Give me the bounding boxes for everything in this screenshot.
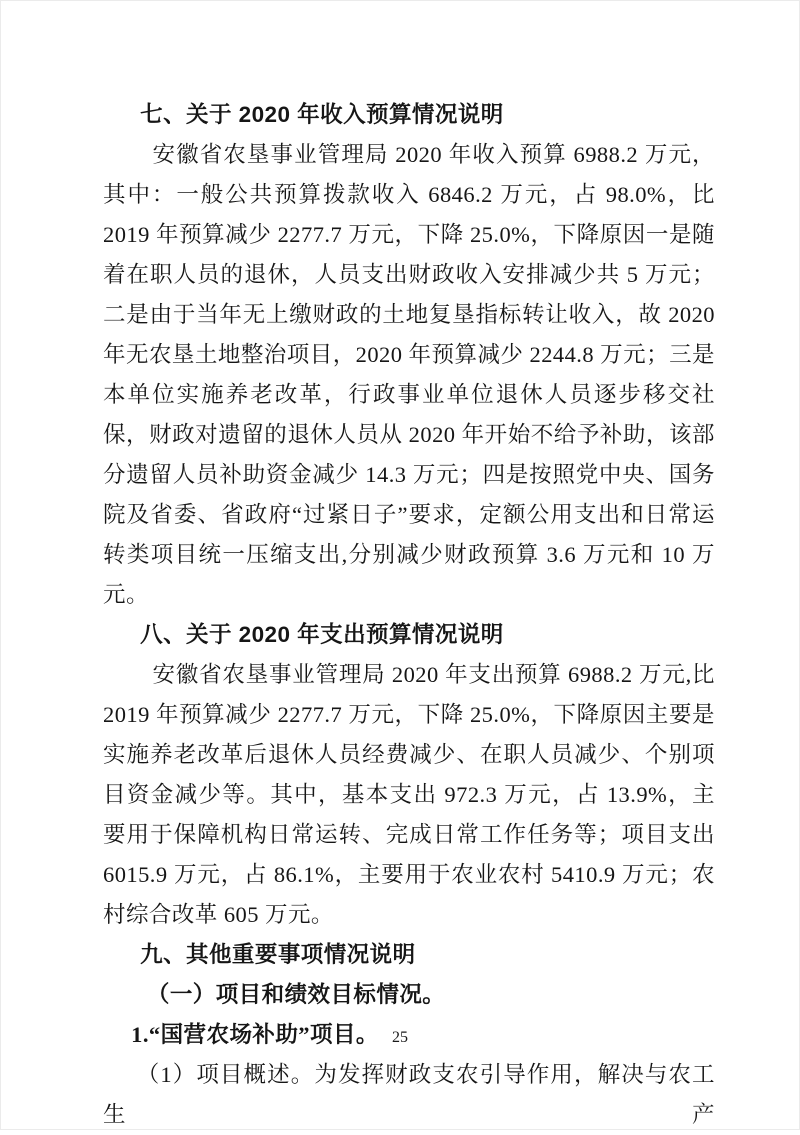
project-overview-paragraph: （1）项目概述。为发挥财政支农引导作用，解决与农工生产: [103, 1062, 715, 1127]
section-7-income-paragraph: 安徽省农垦事业管理局 2020 年收入预算 6988.2 万元，其中：一般公共预算拨款收入 6846.2 万元，占 98.0%，比 2019 年预算减少 2277.7 万元，下降 25.0%，下降原因一是随着在职人员的退休，人员支出财政收入安排减少共 5 万元；二是由于当年无上缴财政的土地复垦指标转让收入，故 2020 年无农垦土地整治项目，2020 年预算减少 2244.8 万元；三是本单位实施养老改革，行政事业单位退休人员逐步移交社保，财政对遗留的退休人员从 2020 年开始不给予补助，该部分遗留人员补助资金减少 14.3 万元；四是按照党中央、国务院及省委、省政府“过紧日子”要求，定额公用支出和日常运转类项目统一压缩支出,分别减少财政预算 3.6 万元和 10 万元。: [103, 142, 715, 607]
section-8-expenditure-paragraph: 安徽省农垦事业管理局 2020 年支出预算 6988.2 万元,比 2019 年预算减少 2277.7 万元，下降 25.0%，下降原因主要是实施养老改革后退休人员经费减少、在职人员减少、个别项目资金减少等。其中，基本支出 972.3 万元，占 13.9%，主要用于保障机构日常运转、完成日常工作任务等；项目支出 6015.9 万元，占 86.1%，主要用于农业农村 5410.9 万元；农村综合改革 605 万元。: [103, 662, 715, 927]
page-number: 25: [392, 1029, 408, 1046]
section-9-heading: 九、其他重要事项情况说明: [140, 942, 416, 967]
section-8-heading: 八、关于 2020 年支出预算情况说明: [140, 622, 504, 647]
document-body: [103, 95, 715, 1135]
section-7-heading: 七、关于 2020 年收入预算情况说明: [140, 102, 504, 127]
project-state-farm-subsidy-heading: 1.“国营农场补助”项目。: [131, 1022, 379, 1047]
subsection-projects-performance-heading: （一）项目和绩效目标情况。: [146, 982, 446, 1007]
